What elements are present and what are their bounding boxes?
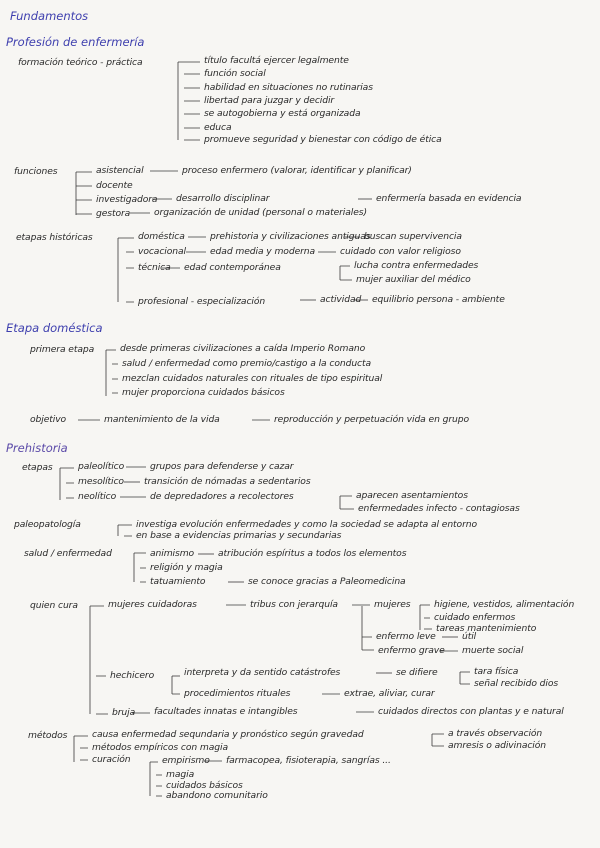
node-etapas: etapas <box>22 462 53 473</box>
bruja-facultades: facultades innatas e intangibles <box>154 706 298 717</box>
mujeres-item-2: cuidado enfermos <box>434 612 516 623</box>
muerte-social: muerte social <box>462 645 524 656</box>
etapa-domestica-next: prehistoria y civilizaciones antiguas <box>210 231 371 242</box>
profesion-item-2: función social <box>204 68 266 79</box>
etapa-domestica-next2: buscan supervivencia <box>364 231 462 242</box>
funcion-gestora: gestora <box>96 208 131 219</box>
node-salud-enfermedad: salud / enfermedad <box>24 548 112 559</box>
primera-etapa-item-1: desde primeras civilizaciones a caída Imperio Romano <box>120 343 366 354</box>
etapa-mesolitico-next: transición de nómadas a sedentarios <box>144 476 311 487</box>
primera-etapa-item-4: mujer proporciona cuidados básicos <box>122 387 285 398</box>
mujeres-cuidadoras: mujeres cuidadoras <box>108 599 197 610</box>
node-primera-etapa: primera etapa <box>30 344 95 355</box>
page-title: Fundamentos <box>10 9 89 23</box>
paleopatologia-a: investiga evolución enfermedades y como la sociedad se adapta al entorno <box>136 519 478 530</box>
heading-profesion: Profesión de enfermería <box>6 35 145 49</box>
funcion-investigadora: investigadora <box>96 194 158 205</box>
node-formacion: formación teórico - práctica <box>18 57 143 68</box>
objetivo-b: reproducción y perpetuación vida en grupo <box>274 414 470 425</box>
node-quien-cura: quien cura <box>30 600 78 611</box>
metodo-causa: causa enfermedad sequndaria y pronóstico según gravedad <box>92 729 364 740</box>
salud-tatuamiento: tatuamiento <box>150 576 206 587</box>
etapa-profesional: profesional - especialización <box>138 296 266 307</box>
bruja: bruja <box>112 707 136 718</box>
hechicero-interpreta: interpreta y da sentido catástrofes <box>184 667 341 678</box>
etapa-neolitico-next: de depredadores a recolectores <box>150 491 294 502</box>
etapa-profesional-next2: equilibrio persona - ambiente <box>372 294 505 305</box>
curacion-empirismo: empirismo <box>162 755 210 766</box>
procedimientos-rituales: procedimientos rituales <box>184 688 291 699</box>
etapa-vocacional-next2: cuidado con valor religioso <box>340 246 461 257</box>
primera-etapa-item-3: mezclan cuidados naturales con rituales de tipo espiritual <box>122 373 383 384</box>
profesion-item-4: libertad para juzgar y decidir <box>204 95 335 106</box>
profesion-item-5: se autogobierna y está organizada <box>204 108 361 119</box>
salud-tatuamiento-next: se conoce gracias a Paleomedicina <box>248 576 406 587</box>
etapa-neolitico: neolítico <box>78 491 117 502</box>
profesion-item-7: promueve seguridad y bienestar con código de ética <box>204 134 442 145</box>
enfermo-grave: enfermo grave <box>378 645 445 656</box>
funcion-gestora-next: organización de unidad (personal o materiales) <box>154 207 367 218</box>
extrae-aliviar-curar: extrae, aliviar, curar <box>344 688 435 699</box>
profesion-item-6: educa <box>204 122 232 133</box>
funcion-docente: docente <box>96 180 133 191</box>
curacion-cuidados-basicos: cuidados básicos <box>166 780 243 791</box>
salud-religion: religión y magia <box>150 562 223 573</box>
etapa-mesolitico: mesolítico <box>78 476 124 487</box>
funcion-investigadora-next2: enfermería basada en evidencia <box>376 193 522 204</box>
mujeres: mujeres <box>374 599 411 610</box>
hechicero: hechicero <box>110 670 155 681</box>
salud-animismo: animismo <box>150 548 195 559</box>
mujeres-item-1: higiene, vestidos, alimentación <box>434 599 575 610</box>
enfermo-leve-util: útil <box>462 631 477 642</box>
curacion: curación <box>92 754 131 765</box>
funcion-asistencial: asistencial <box>96 165 144 176</box>
etapa-tecnica-b: mujer auxiliar del médico <box>356 274 471 285</box>
causa-a: a través observación <box>448 728 543 739</box>
empirismo-next: farmacopea, fisioterapia, sangrías ... <box>226 755 391 766</box>
etapa-tecnica: técnica <box>138 262 171 273</box>
tara-fisica: tara física <box>474 666 519 677</box>
senal-dios: señal recibido dios <box>474 678 559 689</box>
etapa-paleolitico: paleolítico <box>78 461 125 472</box>
curacion-magia: magia <box>166 769 195 780</box>
tribus-jerarquia: tribus con jerarquía <box>250 599 338 610</box>
etapa-tecnica-a: lucha contra enfermedades <box>354 260 479 271</box>
metodos-empiricos: métodos empíricos con magia <box>92 742 228 753</box>
bruja-cuidados-directos: cuidados directos con plantas y e natural <box>378 706 564 717</box>
funcion-investigadora-next: desarrollo disciplinar <box>176 193 270 204</box>
etapa-vocacional-next: edad media y moderna <box>210 246 316 257</box>
curacion-abandono: abandono comunitario <box>166 790 268 801</box>
node-metodos: métodos <box>28 730 68 741</box>
enfermo-leve: enfermo leve <box>376 631 436 642</box>
paleopatologia-b: en base a evidencias primarias y secundarias <box>136 530 342 541</box>
funcion-asistencial-next: proceso enfermero (valorar, identificar y planificar) <box>182 165 412 176</box>
neolitico-b: enfermedades infecto - contagiosas <box>358 503 520 514</box>
mujeres-item-3: tareas mantenimiento <box>436 623 537 634</box>
heading-etapa-domestica: Etapa doméstica <box>6 321 103 335</box>
se-difiere: se difiere <box>396 667 438 678</box>
primera-etapa-item-2: salud / enfermedad como premio/castigo a la conducta <box>122 358 372 369</box>
etapa-domestica: doméstica <box>138 231 185 242</box>
node-objetivo: objetivo <box>30 414 67 425</box>
etapa-tecnica-next: edad contemporánea <box>184 262 281 273</box>
node-funciones: funciones <box>14 166 58 177</box>
neolitico-a: aparecen asentamientos <box>356 490 468 501</box>
heading-prehistoria: Prehistoria <box>6 441 68 455</box>
salud-animismo-next: atribución espíritus a todos los elementos <box>218 548 407 559</box>
profesion-item-3: habilidad en situaciones no rutinarias <box>204 82 373 93</box>
causa-b: amresis o adivinación <box>448 740 547 751</box>
profesion-item-1: título facultá ejercer legalmente <box>204 55 349 66</box>
etapa-paleolitico-next: grupos para defenderse y cazar <box>150 461 294 472</box>
objetivo-a: mantenimiento de la vida <box>104 414 220 425</box>
etapa-vocacional: vocacional <box>138 246 186 257</box>
node-paleopatologia: paleopatología <box>14 519 81 530</box>
etapa-profesional-next: actividad <box>320 294 362 305</box>
node-etapas-historicas: etapas históricas <box>16 232 93 243</box>
